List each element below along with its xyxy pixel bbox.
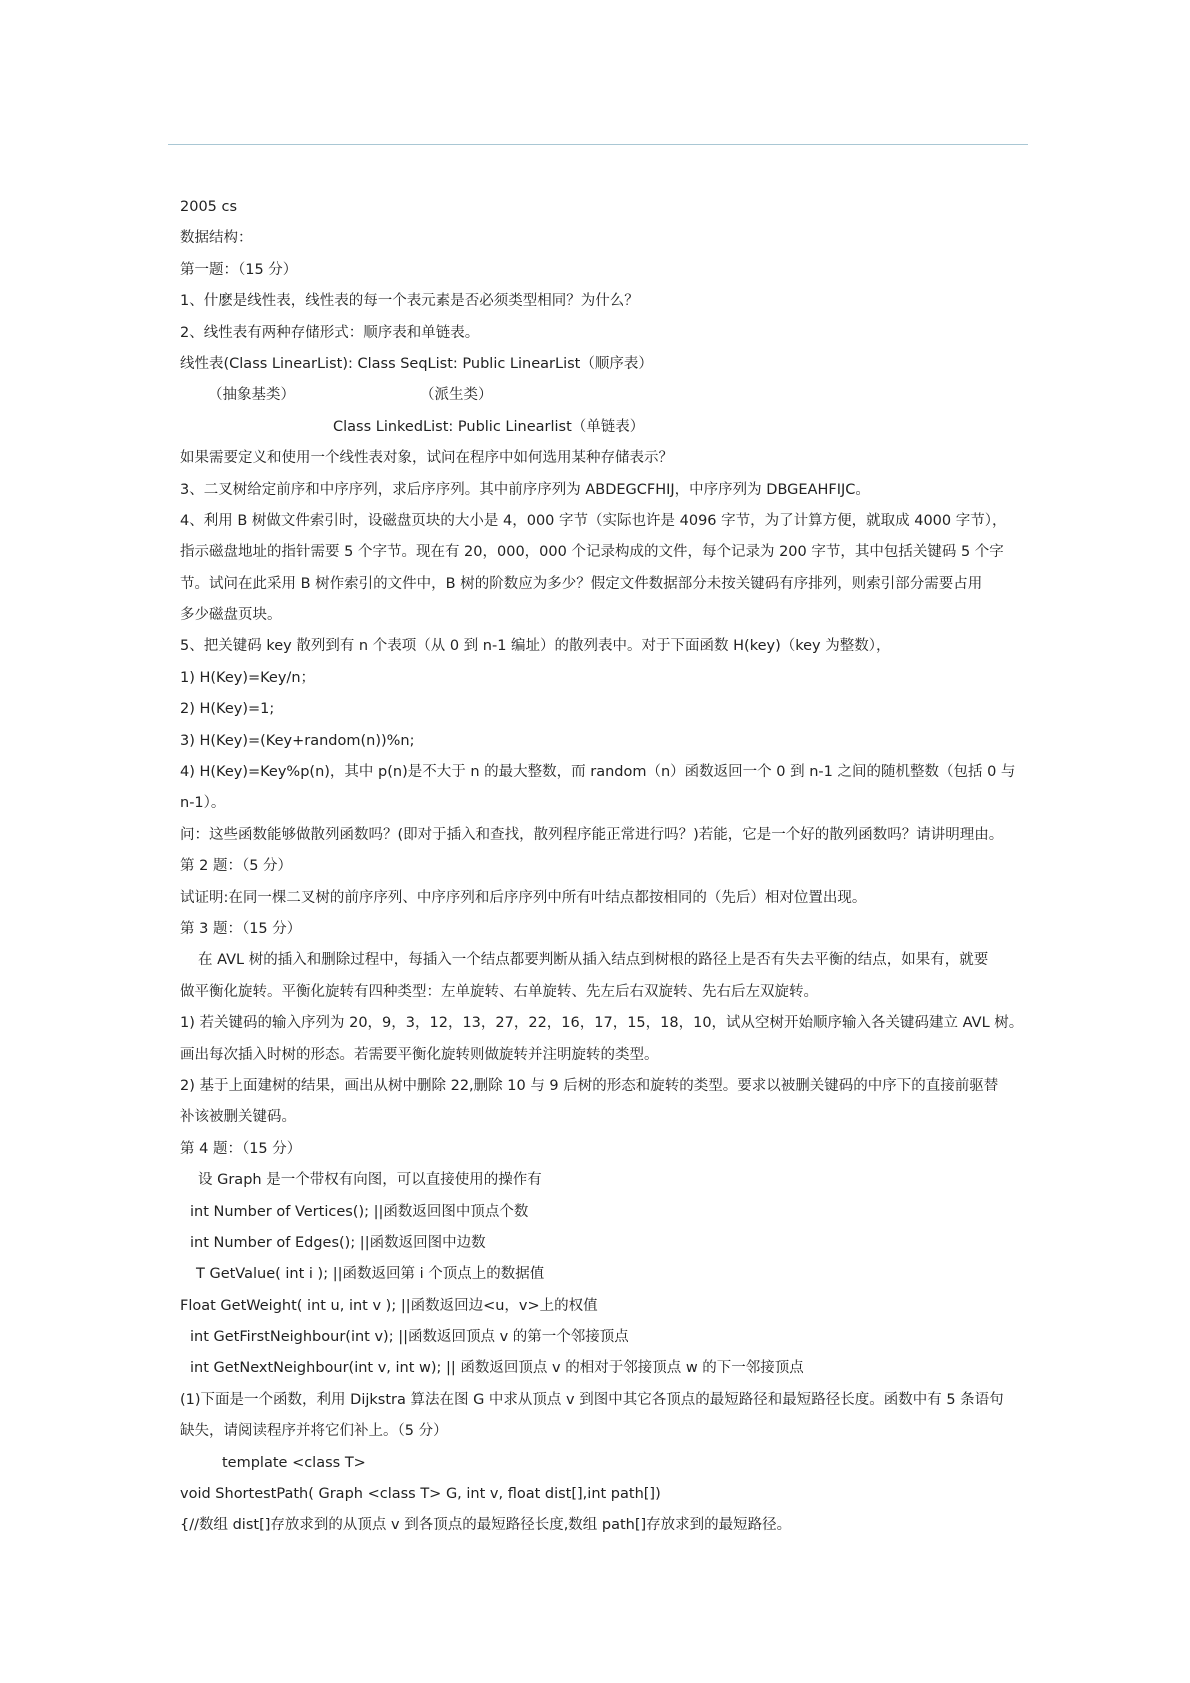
paragraph: 2) 基于上面建树的结果，画出从树中删除 22,删除 10 与 9 后树的形态和旋转的类型。要求以被删关键码的中序下的直接前驱替: [180, 1077, 999, 1094]
paragraph: 问：这些函数能够做散列函数吗？(即对于插入和查找，散列程序能正常进行吗？)若能，它是一个好的散列函数吗？请讲明理由。: [180, 826, 1004, 843]
question-heading-2: 第 2 题：（5 分）: [180, 858, 293, 875]
paragraph: (1)下面是一个函数，利用 Dijkstra 算法在图 G 中求从顶点 v 到图中其它各顶点的最短路径和最短路径长度。函数中有 5 条语句: [180, 1391, 1004, 1408]
code-line: T GetValue( int i ); ||函数返回第 i 个顶点上的数据值: [196, 1266, 545, 1283]
code-line: void ShortestPath( Graph <class T> G, int v, float dist[],int path[]): [180, 1486, 661, 1503]
paragraph: 如果需要定义和使用一个线性表对象，试问在程序中如何选用某种存储表示？: [180, 450, 673, 467]
paragraph: 5、把关键码 key 散列到有 n 个表项（从 0 到 n-1 编址）的散列表中。对于下面函数 H(key)（key 为整数），: [180, 638, 891, 655]
code-line: int Number of Vertices(); ||函数返回图中顶点个数: [190, 1203, 529, 1220]
class-annotation-row: [180, 380, 1020, 411]
paragraph: 3、二叉树给定前序和中序序列，求后序序列。其中前序序列为 ABDEGCFHIJ，中序序列为 DBGEAHFIJC。: [180, 481, 870, 498]
doc-title: 2005 cs: [180, 199, 238, 215]
derived-class-label: （派生类）: [420, 387, 493, 404]
paragraph: 补该被删关键码。: [180, 1109, 296, 1126]
code-line: Float GetWeight( int u, int v ); ||函数返回边<u，v>上的权值: [180, 1297, 598, 1314]
code-line: template <class T>: [222, 1454, 366, 1471]
question-heading-1: 第一题：（15 分）: [180, 261, 298, 278]
paragraph: 1) H(Key)=Key/n；: [180, 669, 316, 686]
paragraph: 在 AVL 树的插入和删除过程中，每插入一个结点都要判断从插入结点到树根的路径上是否有失去平衡的结点，如果有，就要: [198, 952, 989, 969]
paragraph: 1、什麽是线性表，线性表的每一个表元素是否必须类型相同？为什么？: [180, 293, 639, 310]
paragraph: 多少磁盘页块。: [180, 607, 282, 624]
question-heading-3: 第 3 题：（15 分）: [180, 920, 302, 937]
paragraph: 缺失，请阅读程序并将它们补上。（5 分）: [180, 1423, 448, 1440]
paragraph: 2、线性表有两种存储形式：顺序表和单链表。: [180, 324, 480, 341]
paragraph: 画出每次插入时树的形态。若需要平衡化旋转则做旋转并注明旋转的类型。: [180, 1046, 659, 1063]
linked-list-row: [180, 412, 1020, 443]
section-heading: 数据结构：: [180, 230, 253, 247]
paragraph: 指示磁盘地址的指针需要 5 个字节。现在有 20，000，000 个记录构成的文件，每个记录为 200 字节，其中包括关键码 5 个字: [180, 544, 1004, 561]
paragraph: 2) H(Key)=1;: [180, 701, 275, 718]
code-line: int GetFirstNeighbour(int v); ||函数返回顶点 v 的第一个邻接顶点: [190, 1329, 629, 1346]
paragraph: 试证明:在同一棵二叉树的前序序列、中序序列和后序序列中所有叶结点都按相同的（先后）相对位置出现。: [180, 889, 867, 906]
linked-list-text: Class LinkedList: Public Linearlist（单链表）: [333, 418, 645, 435]
paragraph: 4) H(Key)=Key%p(n)，其中 p(n)是不大于 n 的最大整数，而 random（n）函数返回一个 0 到 n-1 之间的随机整数（包括 0 与: [180, 764, 1016, 781]
paragraph: 1) 若关键码的输入序列为 20，9，3，12，13，27，22，16，17，15，18，10，试从空树开始顺序输入各关键码建立 AVL 树。: [180, 1015, 1024, 1032]
paragraph: 设 Graph 是一个带权有向图，可以直接使用的操作有: [198, 1172, 542, 1189]
paragraph: 做平衡化旋转。平衡化旋转有四种类型：左单旋转、右单旋转、先左后右双旋转、先右后左双旋转。: [180, 983, 818, 1000]
code-line: int GetNextNeighbour(int v, int w); || 函数返回顶点 v 的相对于邻接顶点 w 的下一邻接顶点: [190, 1360, 804, 1377]
paragraph: 线性表(Class LinearList): Class SeqList: Public LinearList（顺序表）: [180, 355, 653, 372]
document-body: [180, 192, 1024, 1542]
paragraph: 4、利用 B 树做文件索引时，设磁盘页块的大小是 4，000 字节（实际也许是 4096 字节，为了计算方便，就取成 4000 字节），: [180, 512, 1007, 529]
paragraph: 3) H(Key)=(Key+random(n))%n;: [180, 732, 415, 749]
header-rule: [168, 144, 1028, 145]
code-line: int Number of Edges(); ||函数返回图中边数: [190, 1234, 486, 1251]
code-line: {//数组 dist[]存放求到的从顶点 v 到各顶点的最短路径长度,数组 path[]存放求到的最短路径。: [180, 1517, 792, 1534]
abstract-base-label: （抽象基类）: [208, 387, 295, 404]
paragraph: 节。试问在此采用 B 树作索引的文件中，B 树的阶数应为多少？假定文件数据部分未按关键码有序排列，则索引部分需要占用: [180, 575, 983, 592]
question-heading-4: 第 4 题：（15 分）: [180, 1140, 302, 1157]
paragraph: n-1）。: [180, 795, 226, 812]
